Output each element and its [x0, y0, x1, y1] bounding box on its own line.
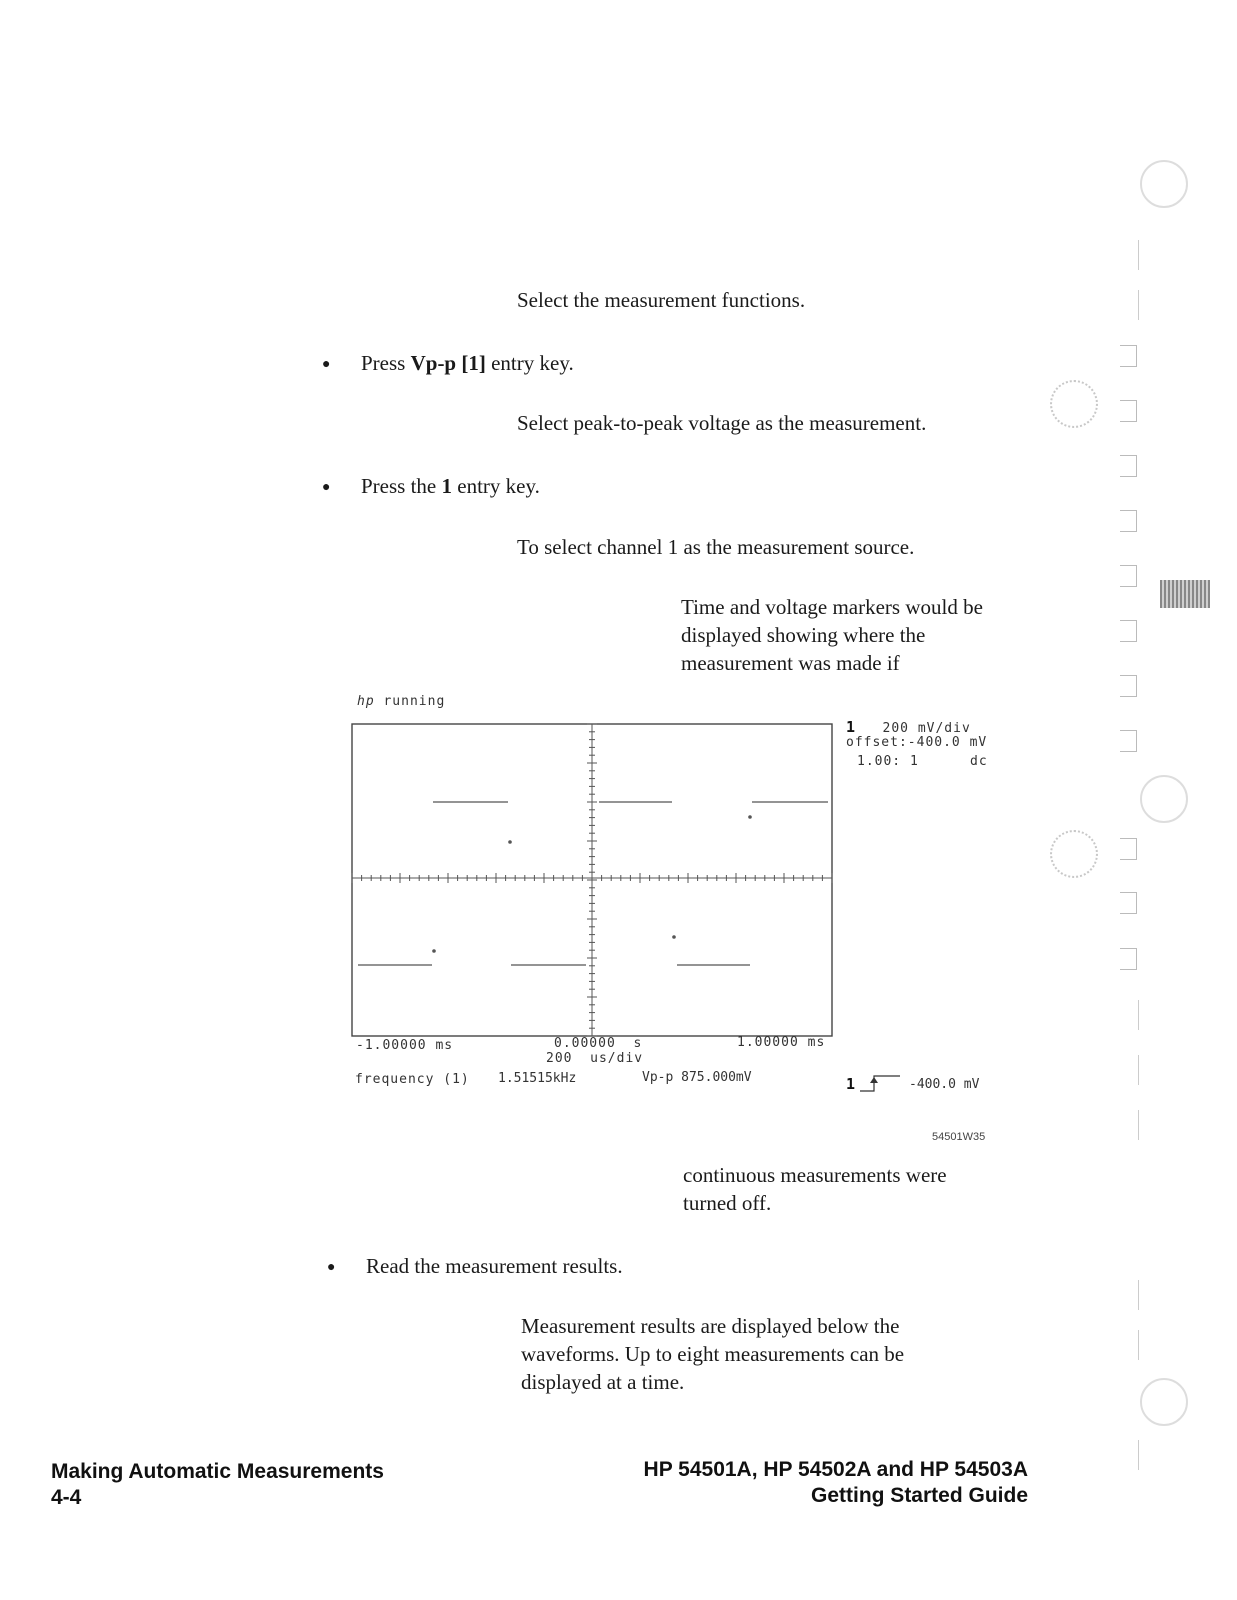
binder-tab	[1120, 455, 1137, 477]
binder-mark	[1138, 1440, 1139, 1470]
marker-note: Time and voltage markers would be displayed showing where the measurement was made if	[681, 595, 983, 675]
binder-margin	[1040, 150, 1230, 1550]
footer-product-title: HP 54501A, HP 54502A and HP 54503A	[643, 1458, 1028, 1481]
binder-tab	[1120, 510, 1137, 532]
binder-ring	[1140, 160, 1188, 208]
binder-tab	[1120, 565, 1137, 587]
meas-vpp: Vp-p 875.000mV	[642, 1070, 752, 1085]
figure-id: 54501W35	[932, 1131, 986, 1143]
step-press-1: Press the 1 entry key.	[361, 474, 540, 498]
binder-tab	[1120, 892, 1137, 914]
rising-edge-icon	[858, 1072, 904, 1094]
time-left: -1.00000 ms	[356, 1038, 454, 1053]
key-label: Vp-p [1]	[410, 351, 486, 375]
axis-ticks	[352, 724, 832, 1036]
binder-tab	[1120, 838, 1137, 860]
time-center: 0.00000 s	[554, 1036, 643, 1051]
hp-logo: hp	[357, 694, 375, 709]
scan-smudge	[1160, 580, 1210, 608]
channel-number: 1	[846, 718, 857, 736]
meas-frequency-label: frequency (1)	[355, 1072, 470, 1087]
scope-status: hp running	[357, 694, 446, 709]
binder-mark	[1138, 1280, 1139, 1310]
bullet-icon: ●	[322, 480, 331, 495]
channel-offset: offset:-400.0 mV	[846, 735, 988, 750]
probe-ratio: 1.00: 1	[857, 754, 919, 769]
binder-ring	[1140, 1378, 1188, 1426]
key-label: 1	[441, 474, 452, 498]
binder-tab	[1120, 730, 1137, 752]
footer-page-number: 4-4	[51, 1486, 82, 1509]
step-read-results: Read the measurement results.	[366, 1254, 623, 1278]
waveform-trace	[358, 802, 828, 965]
instruction-text: To select channel 1 as the measurement source.	[517, 535, 915, 559]
binder-ring	[1050, 830, 1098, 878]
binder-ring	[1050, 380, 1098, 428]
instruction-text: Select the measurement functions.	[517, 288, 806, 312]
time-per-div: 200 us/div	[546, 1051, 644, 1066]
binder-mark	[1138, 1000, 1139, 1030]
bullet-icon: ●	[327, 1260, 336, 1275]
binder-tab	[1120, 675, 1137, 697]
scope-graticule	[350, 722, 834, 1038]
trigger-channel: 1	[846, 1075, 856, 1093]
binder-tab	[1120, 948, 1137, 970]
binder-mark	[1138, 1330, 1139, 1360]
footer-chapter-title: Making Automatic Measurements	[51, 1460, 384, 1483]
coupling: dc	[970, 754, 988, 769]
binder-tab	[1120, 620, 1137, 642]
bullet-icon: ●	[322, 357, 331, 372]
time-right: 1.00000 ms	[737, 1035, 826, 1050]
footer-guide-title: Getting Started Guide	[810, 1484, 1028, 1507]
binder-mark	[1138, 1055, 1139, 1085]
trigger-level: -400.0 mV	[909, 1077, 980, 1092]
channel-settings	[846, 720, 971, 736]
binder-ring	[1140, 775, 1188, 823]
binder-tab	[1120, 345, 1137, 367]
binder-tab	[1120, 400, 1137, 422]
meas-frequency-value: 1.51515kHz	[498, 1071, 577, 1086]
results-description: Measurement results are displayed below the waveforms. Up to eight measurements can be displayed at a time.	[521, 1314, 905, 1394]
binder-mark	[1138, 240, 1139, 270]
step-press-vpp: Press Vp-p [1] entry key.	[361, 351, 574, 375]
marker-note-continued: continuous measurements were turned off.	[683, 1163, 947, 1215]
instruction-text: Select peak-to-peak voltage as the measurement.	[517, 411, 927, 435]
volts-per-div: 200 mV/div	[882, 721, 971, 736]
binder-mark	[1138, 1110, 1139, 1140]
binder-mark	[1138, 290, 1139, 320]
